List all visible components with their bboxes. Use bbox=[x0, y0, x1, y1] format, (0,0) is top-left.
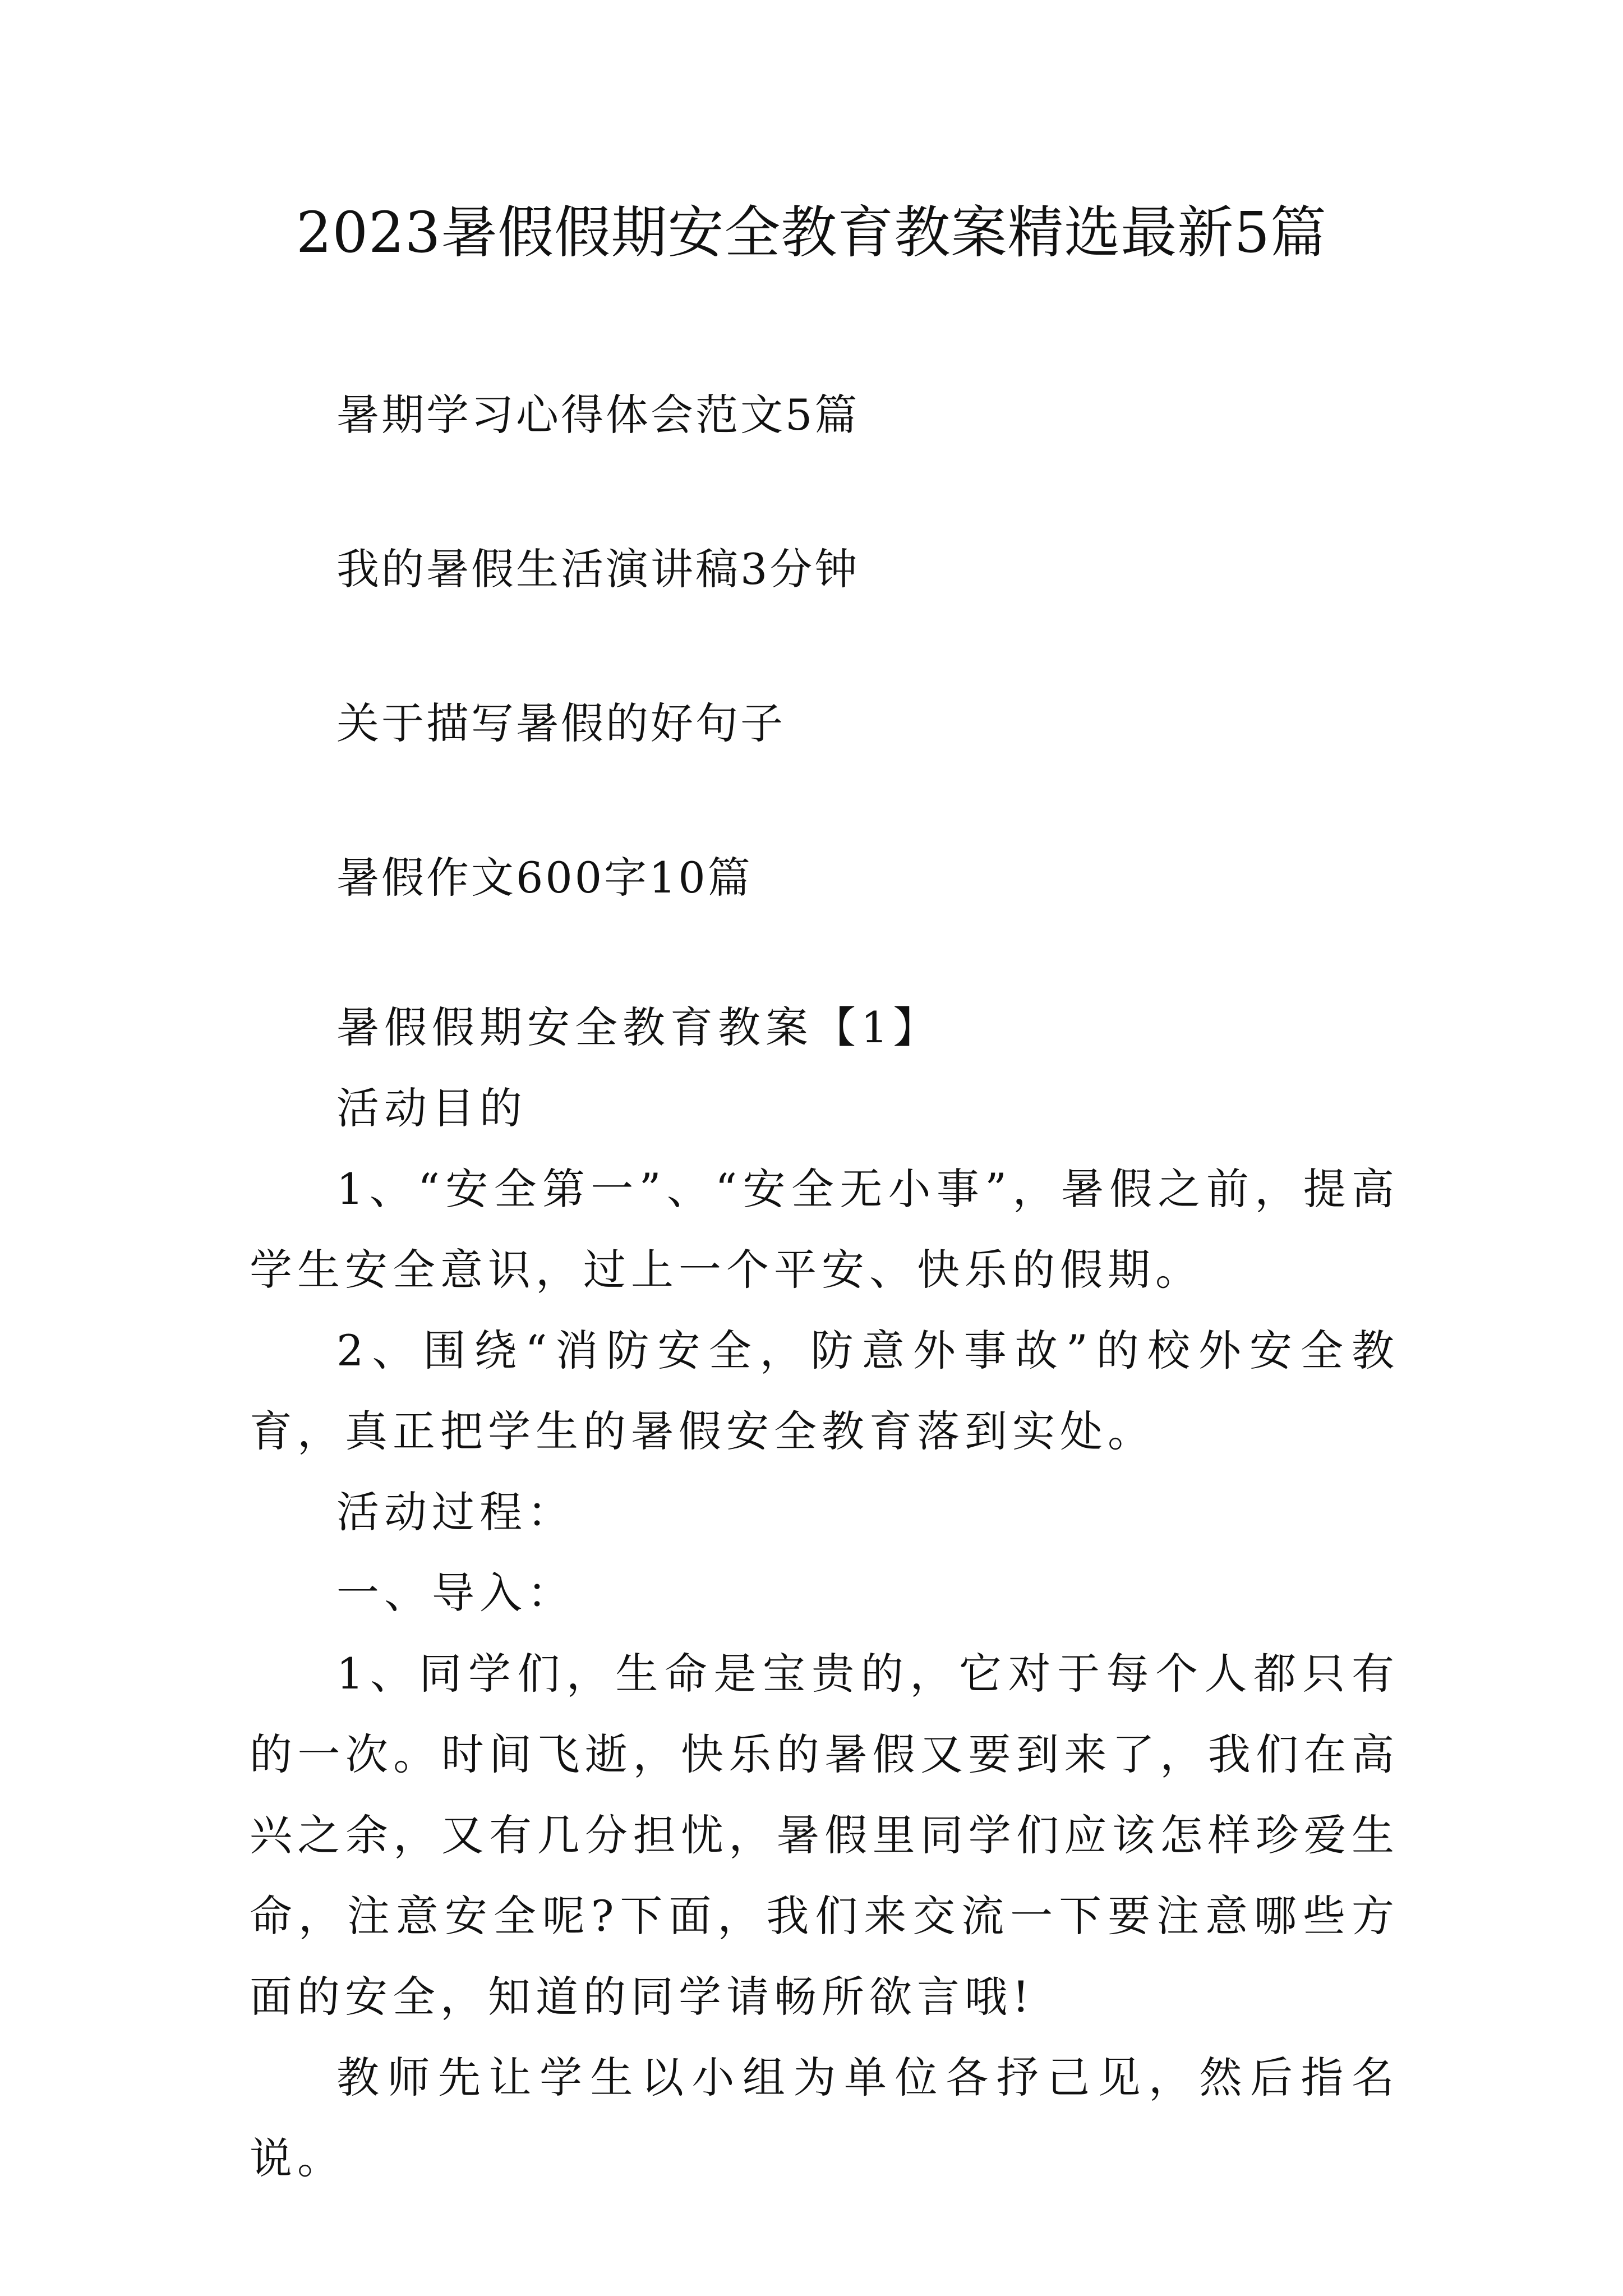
related-link-item: 暑假作文600字10篇 bbox=[336, 853, 753, 903]
body-paragraph: 1、“安全第一”、“安全无小事”，暑假之前，提高学生安全意识，过上一个平安、快乐的假期。 bbox=[250, 1164, 1399, 1295]
body-paragraph: 1、同学们，生命是宝贵的，它对于每个人都只有的一次。时间飞逝，快乐的暑假又要到来了，我们在高兴之余，又有几分担忧，暑假里同学们应该怎样珍爱生命，注意安全呢?下面，我们来交流一下要注意哪些方面的安全，知道的同学请畅所欲言哦! bbox=[250, 1649, 1399, 2022]
body-paragraph: 教师先让学生以小组为单位各抒己见，然后指名说。 bbox=[250, 2053, 1399, 2183]
subheading-activity-goal: 活动目的 bbox=[336, 1083, 527, 1133]
body-paragraph: 2、围绕“消防安全，防意外事故”的校外安全教育，真正把学生的暑假安全教育落到实处。 bbox=[250, 1326, 1399, 1456]
subheading-activity-process: 活动过程： bbox=[336, 1487, 575, 1537]
document-body bbox=[250, 987, 1399, 2199]
related-link-item: 我的暑假生活演讲稿3分钟 bbox=[336, 544, 860, 594]
related-link-item: 暑期学习心得体会范文5篇 bbox=[336, 390, 860, 440]
subheading-introduction: 一、导入： bbox=[336, 1568, 575, 1618]
document-title: 2023暑假假期安全教育教案精选最新5篇 bbox=[296, 200, 1327, 265]
related-link-item: 关于描写暑假的好句子 bbox=[336, 698, 785, 748]
section-heading: 暑假假期安全教育教案【1】 bbox=[336, 1002, 941, 1052]
